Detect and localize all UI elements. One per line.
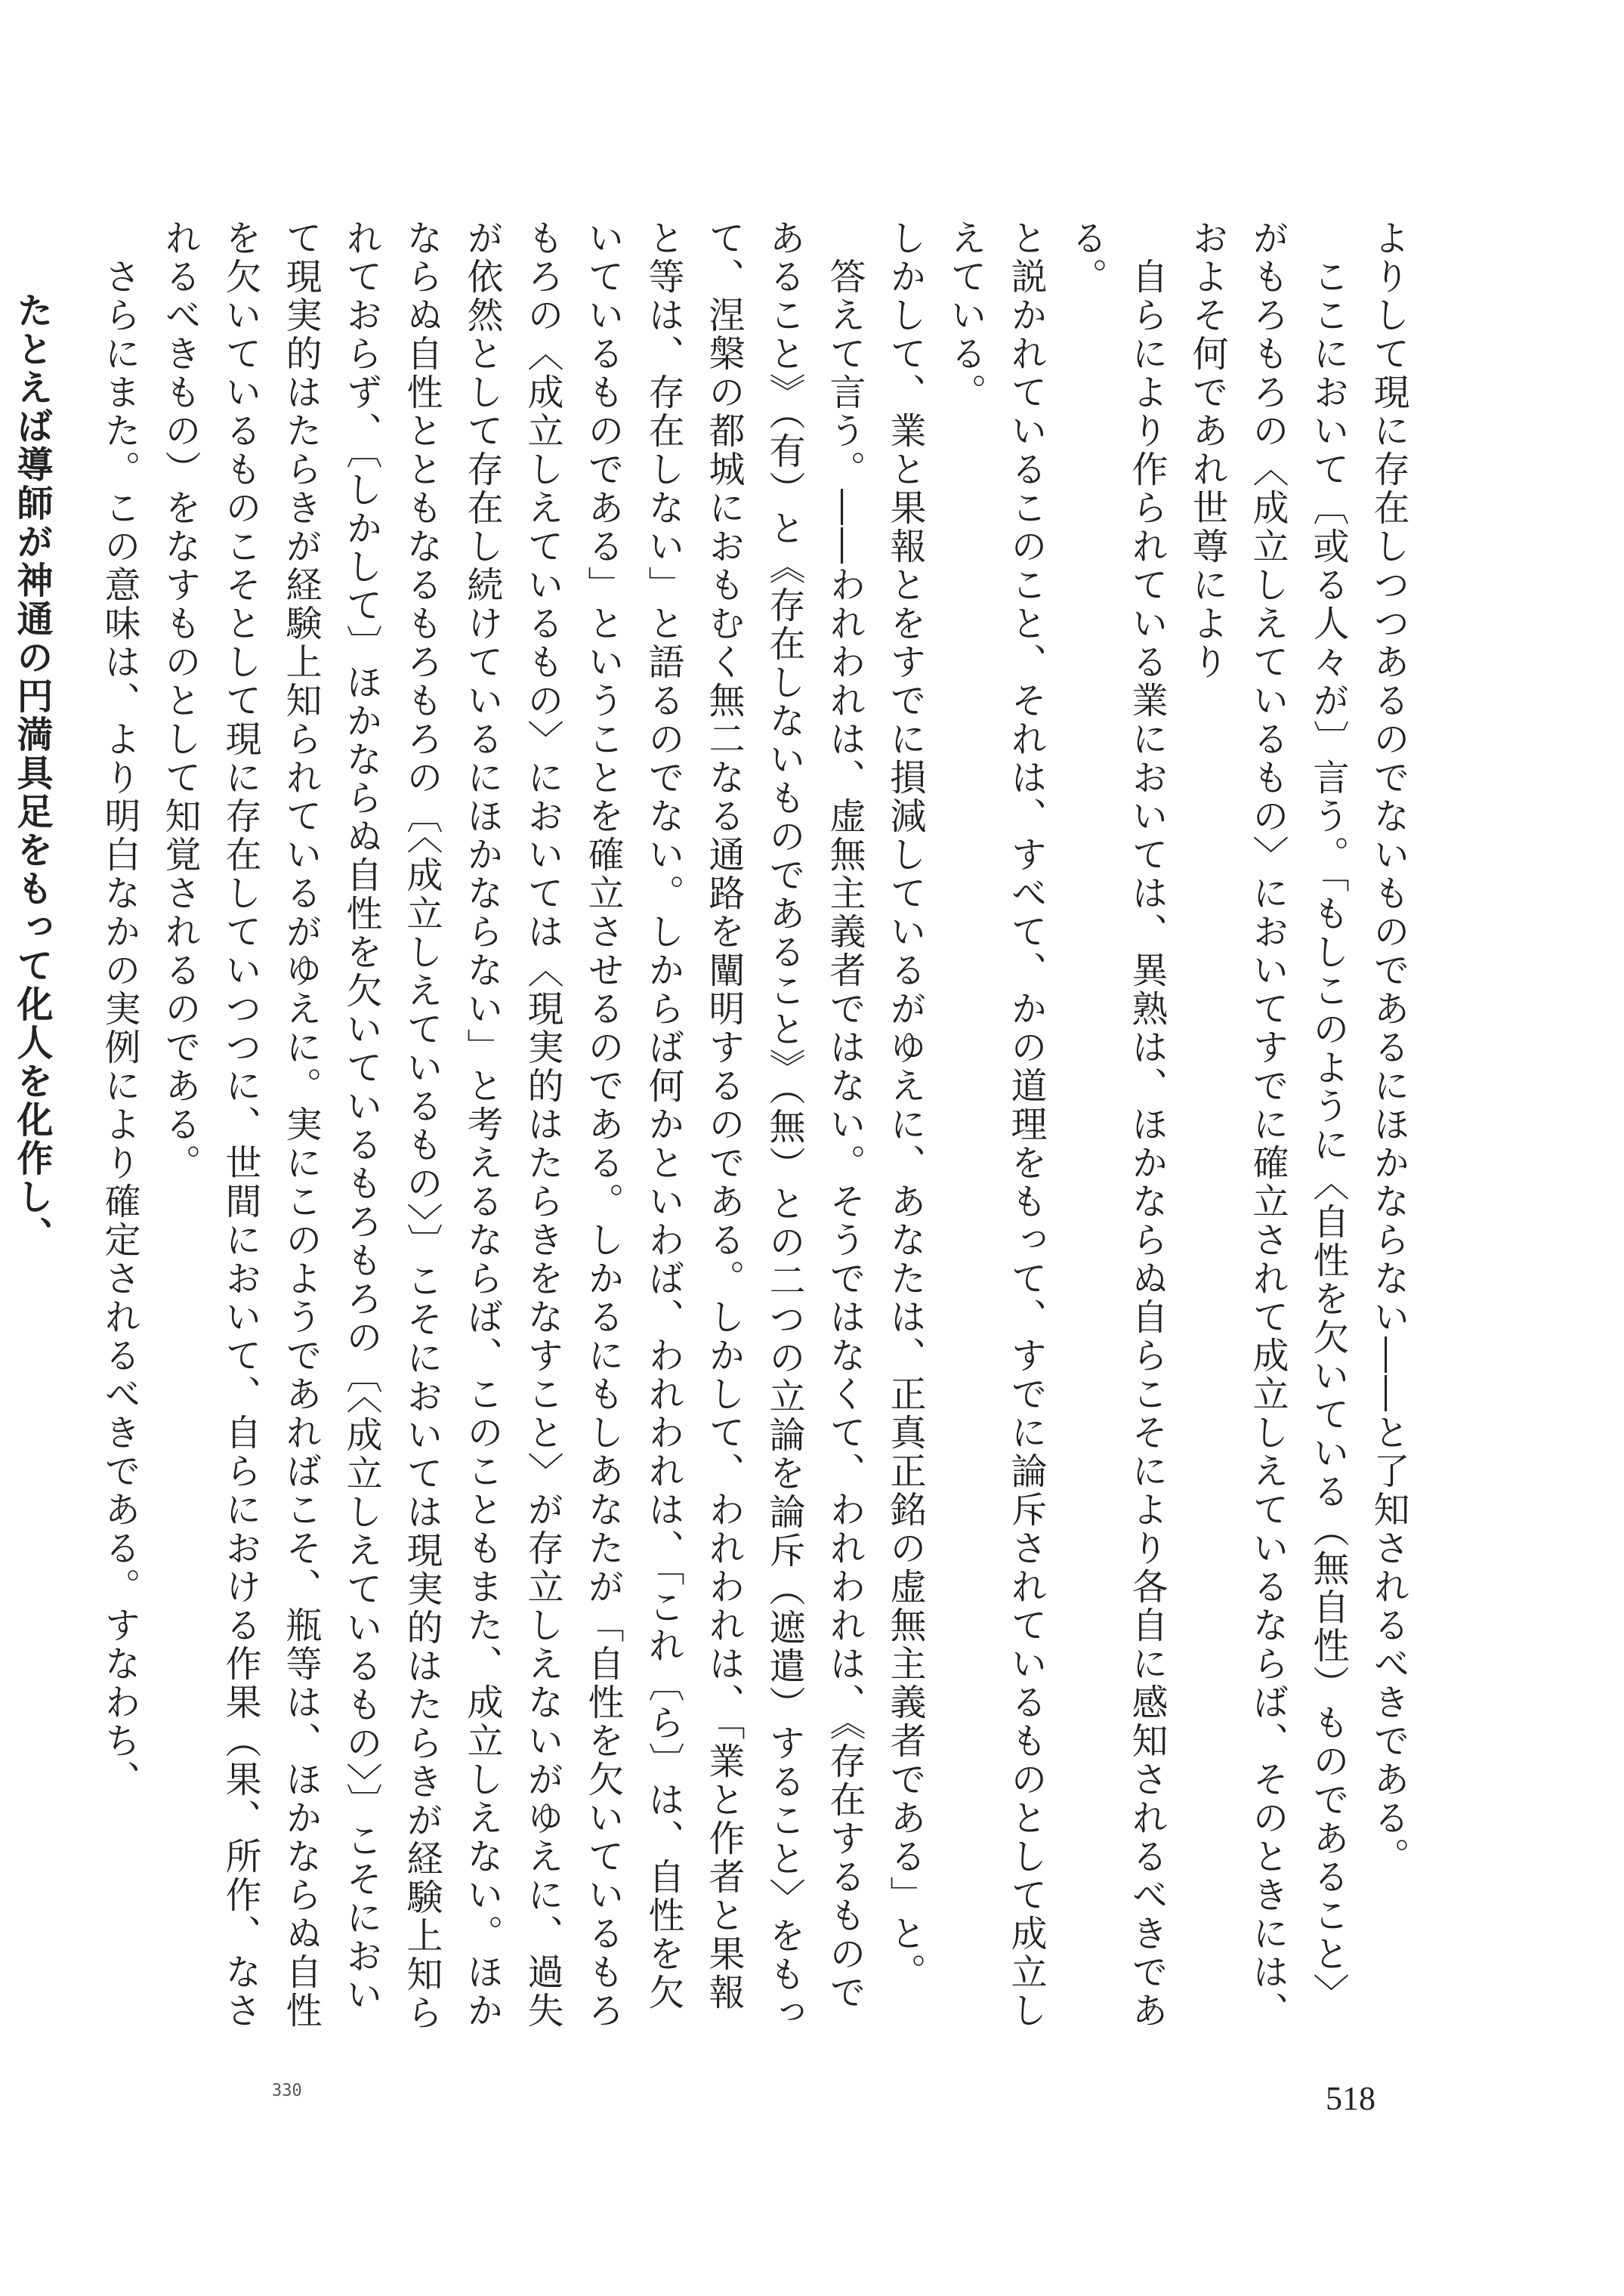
paragraph: しかして、業と果報とをすでに損減しているがゆえに、あなたは、正真正銘の虚無主義者である」と。 [884,219,926,1992]
quoted-verse: 自らにより作られている業においては、異熟は、ほかならぬ自らこそにより各自に感知されるべきである。 [1065,219,1168,2030]
small-folio-number: 330 [272,2081,302,2100]
paragraph: と説かれているこのこと、それは、すべて、かの道理をもって、すでに論斥されているものとして成立しえている。 [944,219,1047,2030]
bold-verse-heading: たとえば導師が神通の円満具足をもって化人を化作し、 [11,292,53,1255]
paragraph: よりして現に存在しつつあるのでないものであるにほかならない――と了知されるべきである。 [1367,219,1409,1876]
paragraph: 答えて言う。――われわれは、虚無主義者ではない。そうではなくて、われわれは、《存在するものであること》（有）と《存在しないものであること》（無）との二つの立論を論斥（遮遣）すること〉をもって、涅槃の都城におもむく無二なる通路を闡明するのである。しかして、われわれは、「業と作者と果報と等は、存在しない」と語るのでない。しからば何かといわば、われわれは、「これ〔ら〕は、自性を欠いているものである」ということを確立させるのである。しかるにもしあなたが「自性を欠いているもろもろの〈成立しえているもの〉においては〈現実的はたらきをなすこと〉が存立しえないがゆえに、過失が依然として存在し続けているにほかならない」と考えるならば、このこともまた、成立しえない。ほかならぬ自性とともなるもろもろの〔〈成立しえているもの〉〕こそにおいては現実的はたらきが経験上知られておらず、〔しかして〕ほかならぬ自性を欠いているもろもろの〔〈成立しえているもの〉〕こそにおいて現実的はたらきが経験上知られているがゆえに。実にこのようであればこそ、瓶等は、ほかならぬ自性を欠いているものこそとして現に存在していつつに、世間において、自らにおける作果（果、所作、なされるべきもの）をなすものとして知覚されるのである。 [159,219,866,2032]
vertical-text-body [11,219,1419,2047]
paragraph: さらにまた。この意味は、より明白なかの実例により確定されるべきである。すなわち、 [98,219,140,1799]
paragraph: ここにおいて〔或る人々が〕言う。「もしこのように〈自性を欠いている（無自性）ものであること〉がもろもろの〈成立しえているもの〉においてすでに確立されて成立しえているならば、そのときには、およそ何であれ世尊により [1186,219,1349,2030]
page-number: 518 [1326,2080,1375,2117]
